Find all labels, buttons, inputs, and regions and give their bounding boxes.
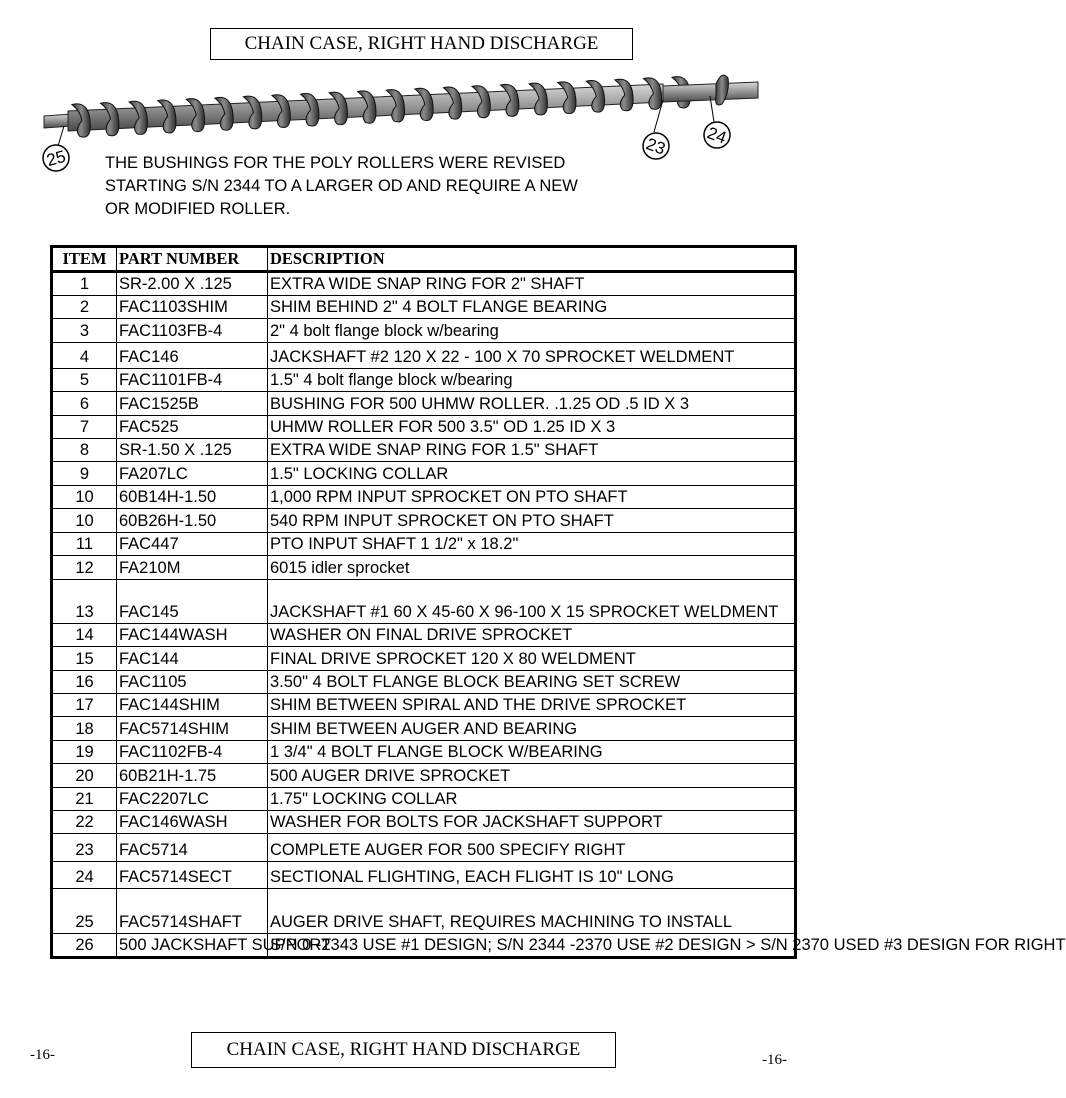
description-cell: SHIM BETWEEN SPIRAL AND THE DRIVE SPROCKET (268, 694, 796, 717)
notice-line: THE BUSHINGS FOR THE POLY ROLLERS WERE REVISED (105, 154, 566, 172)
table-row (52, 296, 796, 319)
item-cell: 19 (52, 740, 117, 763)
part-number-cell: 60B14H-1.50 (117, 485, 268, 508)
item-cell: 4 (52, 342, 117, 368)
item-cell: 8 (52, 438, 117, 461)
svg-text:25: 25 (44, 146, 68, 171)
page-number-right: -16- (762, 1052, 787, 1068)
callout-24 (704, 122, 730, 148)
description-cell: EXTRA WIDE SNAP RING FOR 1.5" SHAFT (268, 438, 796, 461)
description-cell: EXTRA WIDE SNAP RING FOR 2" SHAFT (268, 272, 796, 296)
table-row (52, 509, 796, 532)
part-number-cell: FAC1525B (117, 392, 268, 415)
parts-table (50, 245, 1066, 959)
description-cell: JACKSHAFT #1 60 X 45-60 X 96-100 X 15 SPROCKET WELDMENT (268, 579, 796, 623)
part-number-cell: FAC2207LC (117, 787, 268, 810)
description-cell: S/N 0 -2343 USE #1 DESIGN; S/N 2344 -2370 USE #2 DESIGN > S/N 2370 USED #3 DESIGN FOR RIGHT (268, 934, 796, 958)
description-cell: 1.5" 4 bolt flange block w/bearing (268, 368, 796, 391)
table-row (52, 862, 796, 889)
part-number-cell: FAC144SHIM (117, 694, 268, 717)
part-number-cell: FAC5714SHIM (117, 717, 268, 740)
item-cell: 6 (52, 392, 117, 415)
table-row (52, 342, 796, 368)
item-cell: 1 (52, 272, 117, 296)
description-cell: WASHER ON FINAL DRIVE SPROCKET (268, 623, 796, 646)
part-number-cell: FAC447 (117, 532, 268, 555)
description-cell: 540 RPM INPUT SPROCKET ON PTO SHAFT (268, 509, 796, 532)
table-row (52, 811, 796, 834)
item-cell: 17 (52, 694, 117, 717)
end-flight (716, 75, 729, 105)
part-number-cell: FAC1102FB-4 (117, 740, 268, 763)
part-number-cell: 500 JACKSHAFT SUPPORT (117, 934, 268, 958)
part-number-cell: FAC146WASH (117, 811, 268, 834)
item-cell: 14 (52, 623, 117, 646)
part-number-cell: FAC145 (117, 579, 268, 623)
callout-25 (43, 145, 69, 171)
description-cell: SECTIONAL FLIGHTING, EACH FLIGHT IS 10" LONG (268, 862, 796, 889)
table-row (52, 438, 796, 461)
part-number-cell: 60B21H-1.75 (117, 764, 268, 787)
item-cell: 26 (52, 934, 117, 958)
table-row (52, 787, 796, 810)
description-cell: 1.5" LOCKING COLLAR (268, 462, 796, 485)
notice-line: STARTING S/N 2344 TO A LARGER OD AND REQUIRE A NEW (105, 177, 578, 195)
part-number-cell: FAC1101FB-4 (117, 368, 268, 391)
description-cell: SHIM BEHIND 2" 4 BOLT FLANGE BEARING (268, 296, 796, 319)
part-number-cell: FAC5714 (117, 834, 268, 862)
table-row (52, 889, 796, 934)
description-cell: BUSHING FOR 500 UHMW ROLLER. .1.25 OD .5 ID X 3 (268, 392, 796, 415)
item-cell: 9 (52, 462, 117, 485)
table-row (52, 532, 796, 555)
item-cell: 18 (52, 717, 117, 740)
table-row (52, 368, 796, 391)
revision-notice (105, 152, 705, 221)
item-cell: 25 (52, 889, 117, 934)
table-row (52, 555, 796, 579)
item-cell: 16 (52, 670, 117, 693)
item-cell: 13 (52, 579, 117, 623)
part-number-cell: FAC1103SHIM (117, 296, 268, 319)
description-cell: JACKSHAFT #2 120 X 22 - 100 X 70 SPROCKET WELDMENT (268, 342, 796, 368)
description-cell: 6015 idler sprocket (268, 555, 796, 579)
description-cell: 2" 4 bolt flange block w/bearing (268, 319, 796, 342)
table-row (52, 579, 796, 623)
item-cell: 21 (52, 787, 117, 810)
part-number-cell: FA210M (117, 555, 268, 579)
description-cell: PTO INPUT SHAFT 1 1/2" x 18.2" (268, 532, 796, 555)
svg-text:24: 24 (704, 123, 729, 148)
item-cell: 20 (52, 764, 117, 787)
table-row (52, 647, 796, 670)
parts-table-body (52, 272, 1066, 958)
table-header-row (52, 247, 796, 272)
item-cell: 10 (52, 485, 117, 508)
table-row (52, 670, 796, 693)
part-number-cell: FAC1105 (117, 670, 268, 693)
header-item: ITEM (52, 247, 117, 272)
table-row (52, 694, 796, 717)
description-cell: 1,000 RPM INPUT SPROCKET ON PTO SHAFT (268, 485, 796, 508)
table-row (52, 834, 796, 862)
table-row (52, 623, 796, 646)
part-number-cell: FAC525 (117, 415, 268, 438)
item-cell: 3 (52, 319, 117, 342)
item-cell: 15 (52, 647, 117, 670)
part-number-cell: FA207LC (117, 462, 268, 485)
part-number-cell: FAC144 (117, 647, 268, 670)
part-number-cell: SR-1.50 X .125 (117, 438, 268, 461)
part-number-cell: FAC144WASH (117, 623, 268, 646)
table-row (52, 272, 796, 296)
item-cell: 23 (52, 834, 117, 862)
item-cell: 12 (52, 555, 117, 579)
item-cell: 10 (52, 509, 117, 532)
description-cell: 1 3/4" 4 BOLT FLANGE BLOCK W/BEARING (268, 740, 796, 763)
item-cell: 24 (52, 862, 117, 889)
part-number-cell: SR-2.00 X .125 (117, 272, 268, 296)
svg-text:23: 23 (643, 134, 668, 159)
part-number-cell: FAC1103FB-4 (117, 319, 268, 342)
description-cell: UHMW ROLLER FOR 500 3.5" OD 1.25 ID X 3 (268, 415, 796, 438)
part-number-cell: FAC5714SECT (117, 862, 268, 889)
description-cell: FINAL DRIVE SPROCKET 120 X 80 WELDMENT (268, 647, 796, 670)
header-part-number: PART NUMBER (117, 247, 268, 272)
description-cell: 1.75" LOCKING COLLAR (268, 787, 796, 810)
description-cell: 3.50" 4 BOLT FLANGE BLOCK BEARING SET SCREW (268, 670, 796, 693)
part-number-cell: FAC5714SHAFT (117, 889, 268, 934)
footer-title: CHAIN CASE, RIGHT HAND DISCHARGE (191, 1032, 616, 1068)
table-row (52, 485, 796, 508)
description-cell: COMPLETE AUGER FOR 500 SPECIFY RIGHT (268, 834, 796, 862)
description-cell: WASHER FOR BOLTS FOR JACKSHAFT SUPPORT (268, 811, 796, 834)
table-row (52, 740, 796, 763)
table-row (52, 934, 796, 958)
description-cell: SHIM BETWEEN AUGER AND BEARING (268, 717, 796, 740)
page-number-left: -16- (30, 1047, 55, 1063)
table-row (52, 462, 796, 485)
table-row (52, 392, 796, 415)
notice-line: OR MODIFIED ROLLER. (105, 200, 291, 218)
description-cell: AUGER DRIVE SHAFT, REQUIRES MACHINING TO INSTALL (268, 889, 796, 934)
table-row (52, 415, 796, 438)
table-row (52, 319, 796, 342)
item-cell: 2 (52, 296, 117, 319)
table-row (52, 717, 796, 740)
part-number-cell: 60B26H-1.50 (117, 509, 268, 532)
item-cell: 7 (52, 415, 117, 438)
header-description: DESCRIPTION (268, 247, 796, 272)
item-cell: 11 (52, 532, 117, 555)
description-cell: 500 AUGER DRIVE SPROCKET (268, 764, 796, 787)
page-title: CHAIN CASE, RIGHT HAND DISCHARGE (210, 28, 633, 60)
part-number-cell: FAC146 (117, 342, 268, 368)
item-cell: 5 (52, 368, 117, 391)
table-row (52, 764, 796, 787)
item-cell: 22 (52, 811, 117, 834)
